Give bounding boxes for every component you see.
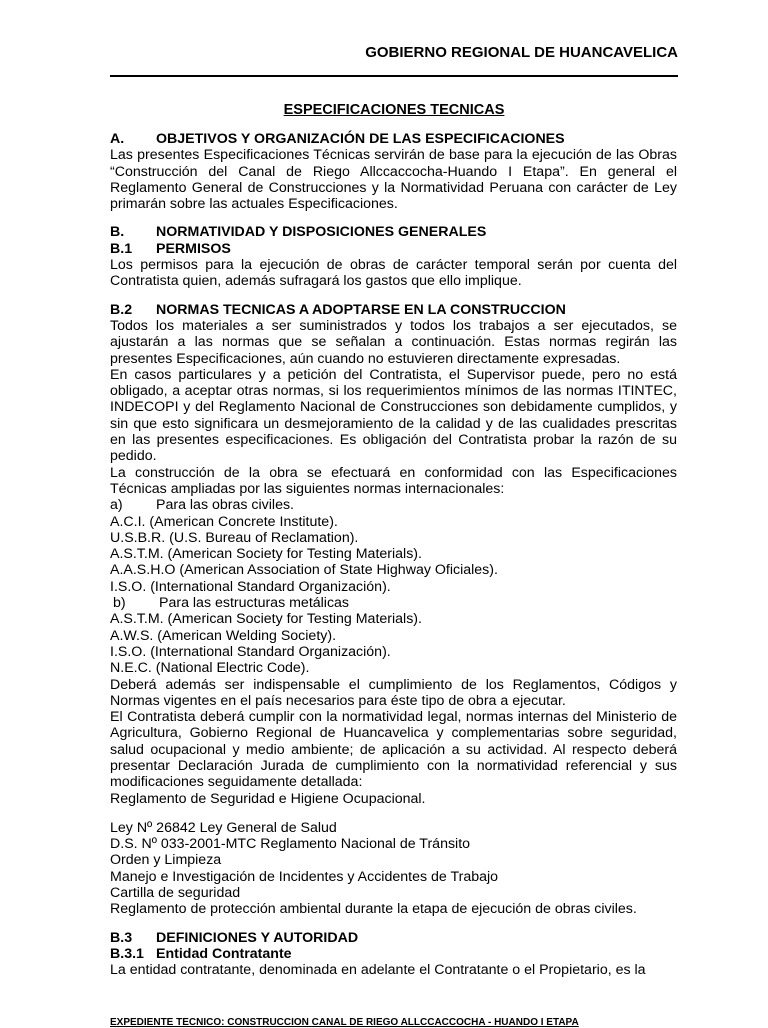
header-divider: [110, 75, 678, 77]
list-item: Manejo e Investigación de Incidentes y Accidentes de Trabajo: [110, 868, 499, 885]
list-item: Reglamento de protección ambiental durante la etapa de ejecución de obras civiles.: [110, 901, 637, 918]
section-b2-paragraph-1: Todos los materiales a ser suministrados y todos los trabajos a ser ejecutados, se ajustarán a las normas que se señalan a continuación. Estas normas regirán las presentes Especificaciones, aún cuando no estuvieren directamente expresadas.: [110, 317, 677, 367]
list-item: I.S.O. (International Standard Organización).: [110, 578, 391, 595]
section-b3-heading: B.3 DEFINICIONES Y AUTORIDAD: [110, 929, 359, 946]
list-a-heading: a) Para las obras civiles.: [110, 497, 294, 514]
section-b2-paragraph-2: En casos particulares y a petición del Contratista, el Supervisor puede, pero no está obligado, a aceptar otras normas, si los requerimientos mínimos de las normas ITINTEC, INDECOPI y del Reglamento Nacional de Construcciones son debidamente cumplidos, y sin que esto significara un desmejoramiento de la calidad y de las cualidades prescritas en las presentes especificaciones. Es obligación del Contratista probar la razón de su pedido.: [110, 366, 677, 465]
regulation-line: Reglamento de Seguridad e Higiene Ocupacional.: [110, 790, 426, 807]
list-item: N.E.C. (National Electric Code).: [110, 660, 310, 677]
section-a-paragraph: Las presentes Especificaciones Técnicas servirán de base para la ejecución de las Obras “Construcción del Canal de Riego Allccaccocha-Huando I Etapa”. En general el Reglamento General de Construcciones y la Normatividad Peruana con carácter de Ley primarán sobre las actuales Especificaciones.: [110, 147, 677, 213]
section-b31-paragraph: La entidad contratante, denominada en adelante el Contratante o el Propietario, es la: [110, 962, 646, 979]
list-item: Orden y Limpieza: [110, 852, 222, 869]
list-b-heading: b) Para las estructuras metálicas: [113, 595, 350, 612]
document-body: [110, 131, 677, 979]
list-item: A.A.S.H.O (American Association of State Highway Oficiales).: [110, 562, 498, 579]
page-footer: EXPEDIENTE TECNICO: CONSTRUCCION CANAL DE RIEGO ALLCCACCOCHA - HUANDO I ETAPA: [110, 1017, 579, 1028]
section-b1-paragraph: Los permisos para la ejecución de obras de carácter temporal serán por cuenta del Contratista quien, además sufragará los gastos que ello implique.: [110, 257, 677, 290]
section-a-heading: A. OBJETIVOS Y ORGANIZACIÓN DE LAS ESPECIFICACIONES: [110, 131, 565, 147]
section-b2-paragraph-4: Deberá además ser indispensable el cumplimiento de los Reglamentos, Códigos y Normas vigentes en el país necesarios para éste tipo de obra a ejecutar.: [110, 676, 677, 709]
page-header: GOBIERNO REGIONAL DE HUANCAVELICA: [365, 44, 678, 61]
list-item: Cartilla de seguridad: [110, 885, 241, 902]
list-item: A.S.T.M. (American Society for Testing Materials).: [110, 546, 422, 563]
list-item: A.C.I. (American Concrete Institute).: [110, 513, 338, 530]
section-b31-heading: B.3.1 Entidad Contratante: [110, 945, 292, 962]
list-item: I.S.O. (International Standard Organización).: [110, 643, 391, 660]
list-item: Ley Nº 26842 Ley General de Salud: [110, 819, 337, 836]
section-b2-paragraph-5: El Contratista deberá cumplir con la normatividad legal, normas internas del Ministerio de Agricultura, Gobierno Regional de Huancavelica y complementarias sobre seguridad, salud ocupacional y medio ambiente; de aplicación a su actividad. Al respecto deberá presentar Declaración Jurada de cumplimiento con la normatividad referencial y sus modificaciones seguidamente detallada:: [110, 709, 677, 791]
list-item: D.S. Nº 033-2001-MTC Reglamento Nacional de Tránsito: [110, 836, 471, 853]
section-b-heading: B. NORMATIVIDAD Y DISPOSICIONES GENERALES: [110, 224, 487, 241]
section-b2-heading: B.2 NORMAS TECNICAS A ADOPTARSE EN LA CONSTRUCCION: [110, 301, 566, 318]
list-item: U.S.B.R. (U.S. Bureau of Reclamation).: [110, 529, 359, 546]
section-b2-paragraph-3: La construcción de la obra se efectuará en conformidad con las Especificaciones Técnicas ampliadas por las siguientes normas internacionales:: [110, 464, 677, 497]
list-item: A.W.S. (American Welding Society).: [110, 627, 337, 644]
list-item: A.S.T.M. (American Society for Testing Materials).: [110, 611, 422, 628]
section-b1-heading: B.1 PERMISOS: [110, 240, 231, 257]
document-title: ESPECIFICACIONES TECNICAS: [283, 102, 505, 118]
